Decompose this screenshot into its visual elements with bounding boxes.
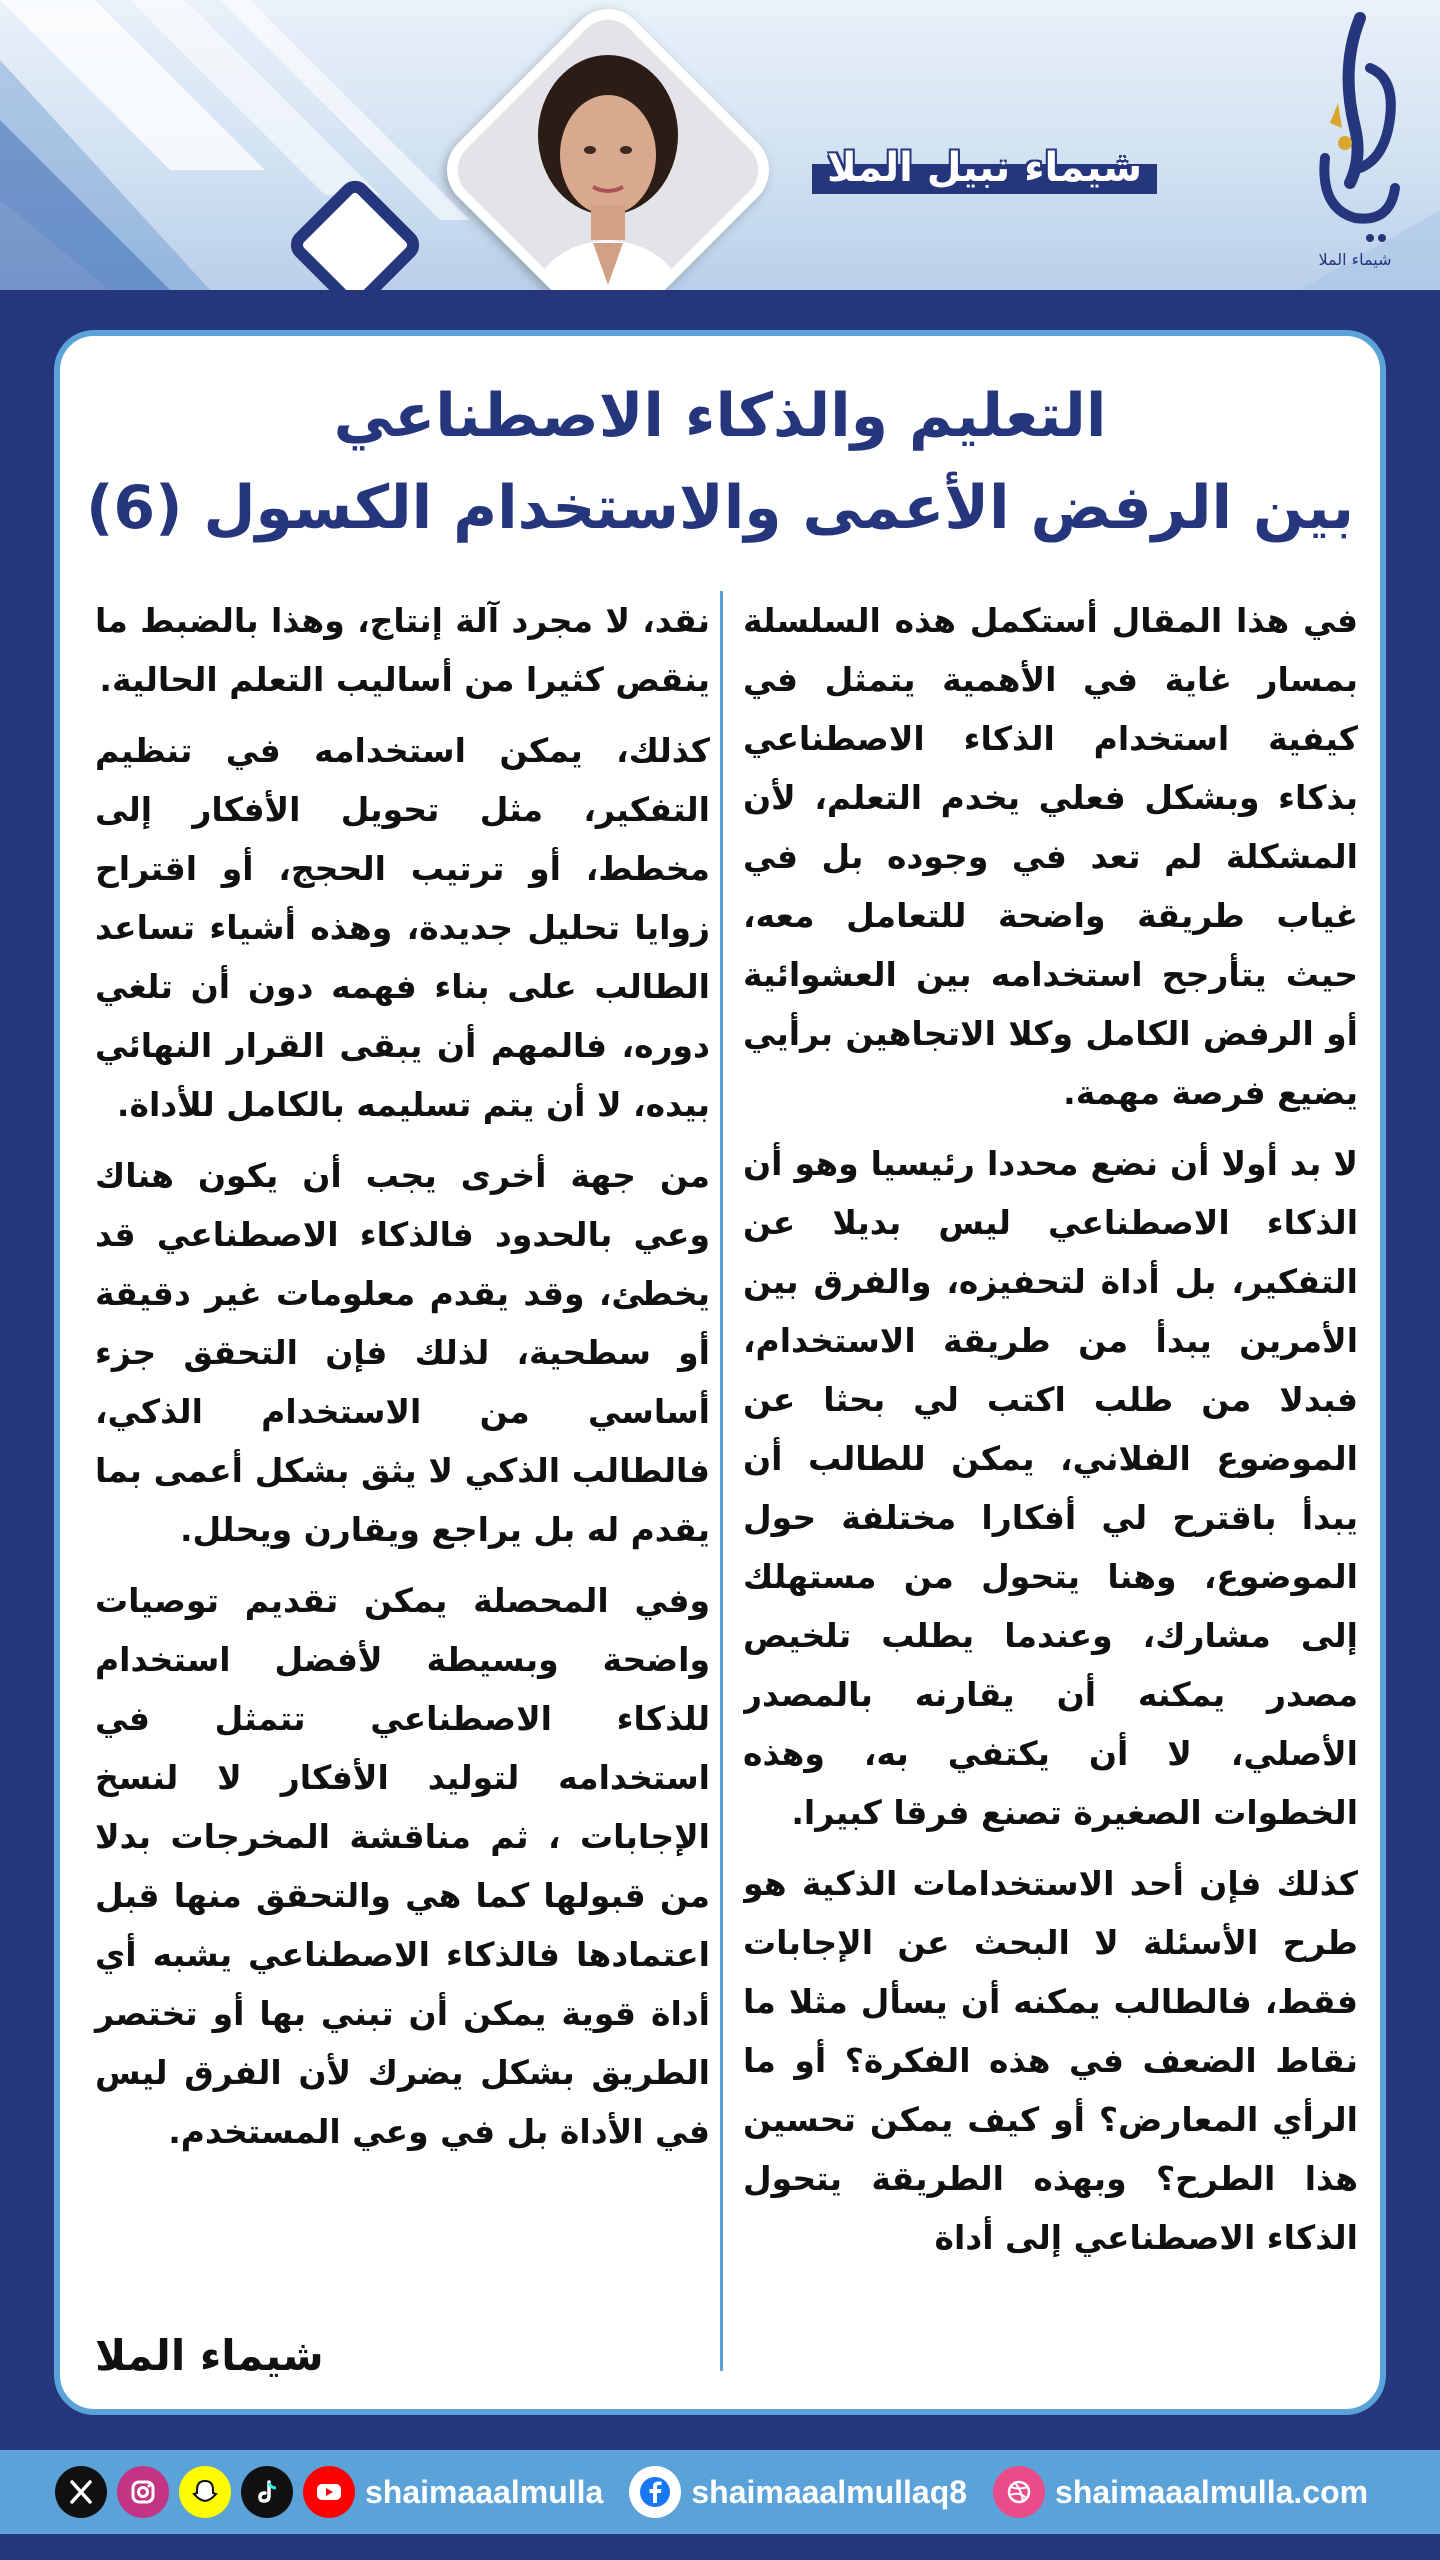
paragraph: كذلك فإن أحد الاستخدامات الذكية هو طرح الأسئلة لا البحث عن الإجابات فقط، فالطالب يمكنه أن يسأل مثلا ما نقاط الضعف في هذه الفكرة؟ أو ما الرأي المعارض؟ أو كيف يمكن تحسين هذا الطرح؟ وبهذه الطريقة يتحول الذكاء الاصطناعي إلى أداة (743, 1864, 1358, 2257)
paragraph: في هذا المقال أستكمل هذه السلسلة بمسار غاية في الأهمية يتمثل في كيفية استخدام الذكاء الاصطناعي بذكاء وبشكل فعلي يخدم التعلم، لأن المشكلة لم تعد في وجوده بل في غياب طريقة واضحة للتعامل معه، حيث يتأرجح استخدامه بين العشوائية أو الرفض الكامل وكلا الاتجاهين برأيي يضيع فرصة مهمة. (743, 601, 1358, 1112)
dribbble-globe-icon[interactable] (993, 2466, 1045, 2518)
article-card (54, 330, 1386, 2415)
paragraph: نقد، لا مجرد آلة إنتاج، وهذا بالضبط ما ينقص كثيرا من أساليب التعلم الحالية. (95, 601, 710, 699)
brand-logo-icon (1300, 8, 1410, 273)
paragraph: من جهة أخرى يجب أن يكون هناك وعي بالحدود فالذكاء الاصطناعي قد يخطئ، وقد يقدم معلومات غير دقيقة أو سطحية، لذلك فإن التحقق جزء أساسي من الاستخدام الذكي، فالطالب الذكي لا يثق بشكل أعمى بما يقدم له بل يراجع ويقارن ويحلل. (95, 1156, 710, 1549)
title-line-2: بين الرفض الأعمى والاستخدام الكسول (6) (86, 473, 1354, 543)
facebook-icon[interactable] (629, 2466, 681, 2518)
title-line-1: التعليم والذكاء الاصطناعي (333, 381, 1107, 451)
social-footer (0, 2450, 1440, 2534)
article-column-left (95, 591, 710, 2173)
article-column-right (743, 591, 1358, 2391)
article-title (60, 371, 1380, 556)
paragraph: لا بد أولا أن نضع محددا رئيسيا وهو أن الذكاء الاصطناعي ليس بديلا عن التفكير، بل أداة لتحفيزه، والفرق بين الأمرين يبدأ من طريقة الاستخدام، فبدلا من طلب اكتب لي بحثا عن الموضوع الفلاني، يمكن للطالب أن يبدأ باقترح لي أفكارا مختلفة حول الموضوع، وهنا يتحول من مستهلك إلى مشارك، وعندما يطلب تلخيص مصدر يمكنه أن يقارنه بالمصدر الأصلي، لا أن يكتفي به، وهذه الخطوات الصغيرة تصنع فرقا كبيرا. (743, 1144, 1358, 1832)
snapchat-icon[interactable] (179, 2466, 231, 2518)
column-divider (720, 591, 723, 2371)
tiktok-icon[interactable] (241, 2466, 293, 2518)
logo-caption: شيماء الملا (1318, 250, 1392, 269)
instagram-icon[interactable] (117, 2466, 169, 2518)
x-icon[interactable] (55, 2466, 107, 2518)
website-link[interactable]: shaimaaalmulla.com (1055, 2473, 1369, 2510)
facebook-handle[interactable]: shaimaaalmullaq8 (691, 2473, 968, 2510)
paragraph: وفي المحصلة يمكن تقديم توصيات واضحة وبسيطة لأفضل استخدام للذكاء الاصطناعي تتمثل في استخدامه لتوليد الأفكار لا لنسخ الإجابات ، ثم مناقشة المخرجات بدلا من قبولها كما هي والتحقق منها قبل اعتمادها فالذكاء الاصطناعي يشبه أي أداة قوية يمكن أن تبني بها أو تختصر الطريق بشكل يضرك لأن الفرق ليس في الأداة بل في وعي المستخدم. (95, 1581, 710, 2151)
paragraph: كذلك، يمكن استخدامه في تنظيم التفكير، مثل تحويل الأفكار إلى مخطط، أو ترتيب الحجج، أو اقتراح زوايا تحليل جديدة، وهذه أشياء تساعد الطالب على بناء فهمه دون أن تلغي دوره، فالمهم أن يبقى القرار النهائي بيده، لا أن يتم تسليمه بالكامل للأداة. (95, 731, 710, 1124)
author-signature: شيماء الملا (95, 2331, 324, 2380)
author-name-banner (812, 140, 1157, 196)
author-name: شيماء نبيل الملا (826, 145, 1143, 191)
header-banner (0, 0, 1440, 290)
youtube-icon[interactable] (303, 2466, 355, 2518)
social-handle[interactable]: shaimaaalmulla (365, 2473, 604, 2510)
